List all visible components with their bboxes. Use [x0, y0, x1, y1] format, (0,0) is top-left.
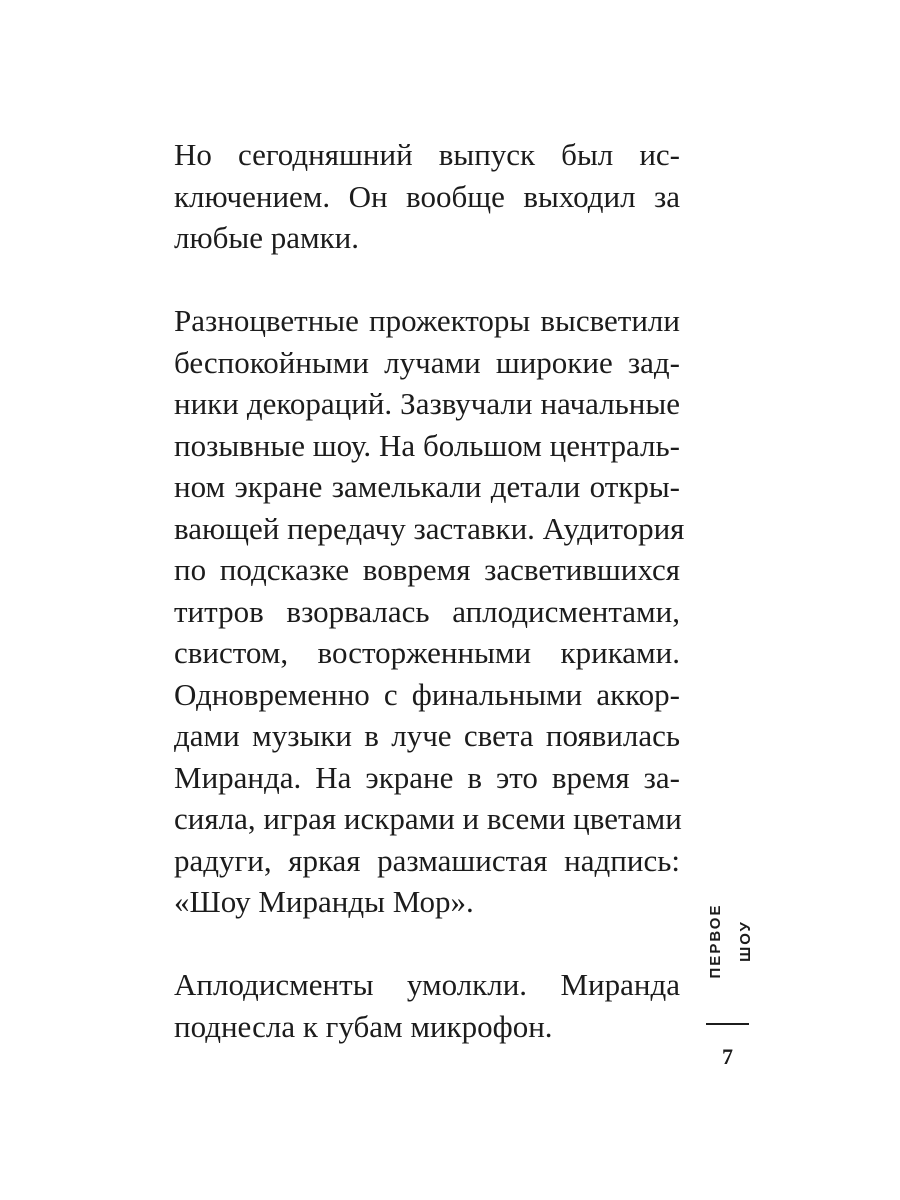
text-line: Но сегодняшний выпуск был ис- [174, 137, 680, 172]
text-line: Аплодисменты умолкли. Миранда [174, 967, 680, 1002]
text-line: сияла, играя искрами и всеми цветами [174, 801, 682, 836]
running-header: ПЕРВОЕ ШОУ [707, 903, 754, 979]
page-number: 7 [722, 1044, 733, 1069]
text-line: позывные шоу. На большом централь- [174, 427, 680, 463]
paragraph-2 [174, 300, 685, 923]
text-line: «Шоу Миранды Мор». [174, 884, 474, 919]
text-line: ключением. Он вообще выходил за [174, 178, 680, 214]
text-line: Разноцветные прожекторы высветили [174, 303, 680, 338]
header-divider [706, 1023, 749, 1025]
text-line: беспокойными лучами широкие зад- [174, 344, 680, 380]
text-line: поднесла к губам микрофон. [174, 1008, 553, 1044]
paragraph-gap [174, 923, 680, 965]
text-line: титров взорвалась аплодисментами, [174, 593, 680, 629]
text-line: радуги, яркая размашистая надпись: [174, 842, 680, 878]
text-line: вающей передачу заставки. Аудитория [174, 510, 685, 546]
paragraph-3 [174, 964, 680, 1047]
paragraph-gap [174, 259, 680, 301]
text-line: свистом, восторженными криками. [174, 635, 680, 670]
text-line: ном экране замелькали детали откры- [174, 469, 680, 504]
body-text [174, 134, 685, 1047]
text-line: Одновременно с финальными аккор- [174, 676, 680, 712]
paragraph-1 [174, 134, 680, 259]
text-line: Миранда. На экране в это время за- [174, 759, 680, 795]
text-line: дами музыки в луче света появилась [174, 718, 680, 753]
text-line: ники декораций. Зазвучали начальные [174, 386, 680, 421]
text-line: по подсказке вовремя засветившихся [174, 552, 680, 587]
text-line: любые рамки. [174, 220, 360, 255]
